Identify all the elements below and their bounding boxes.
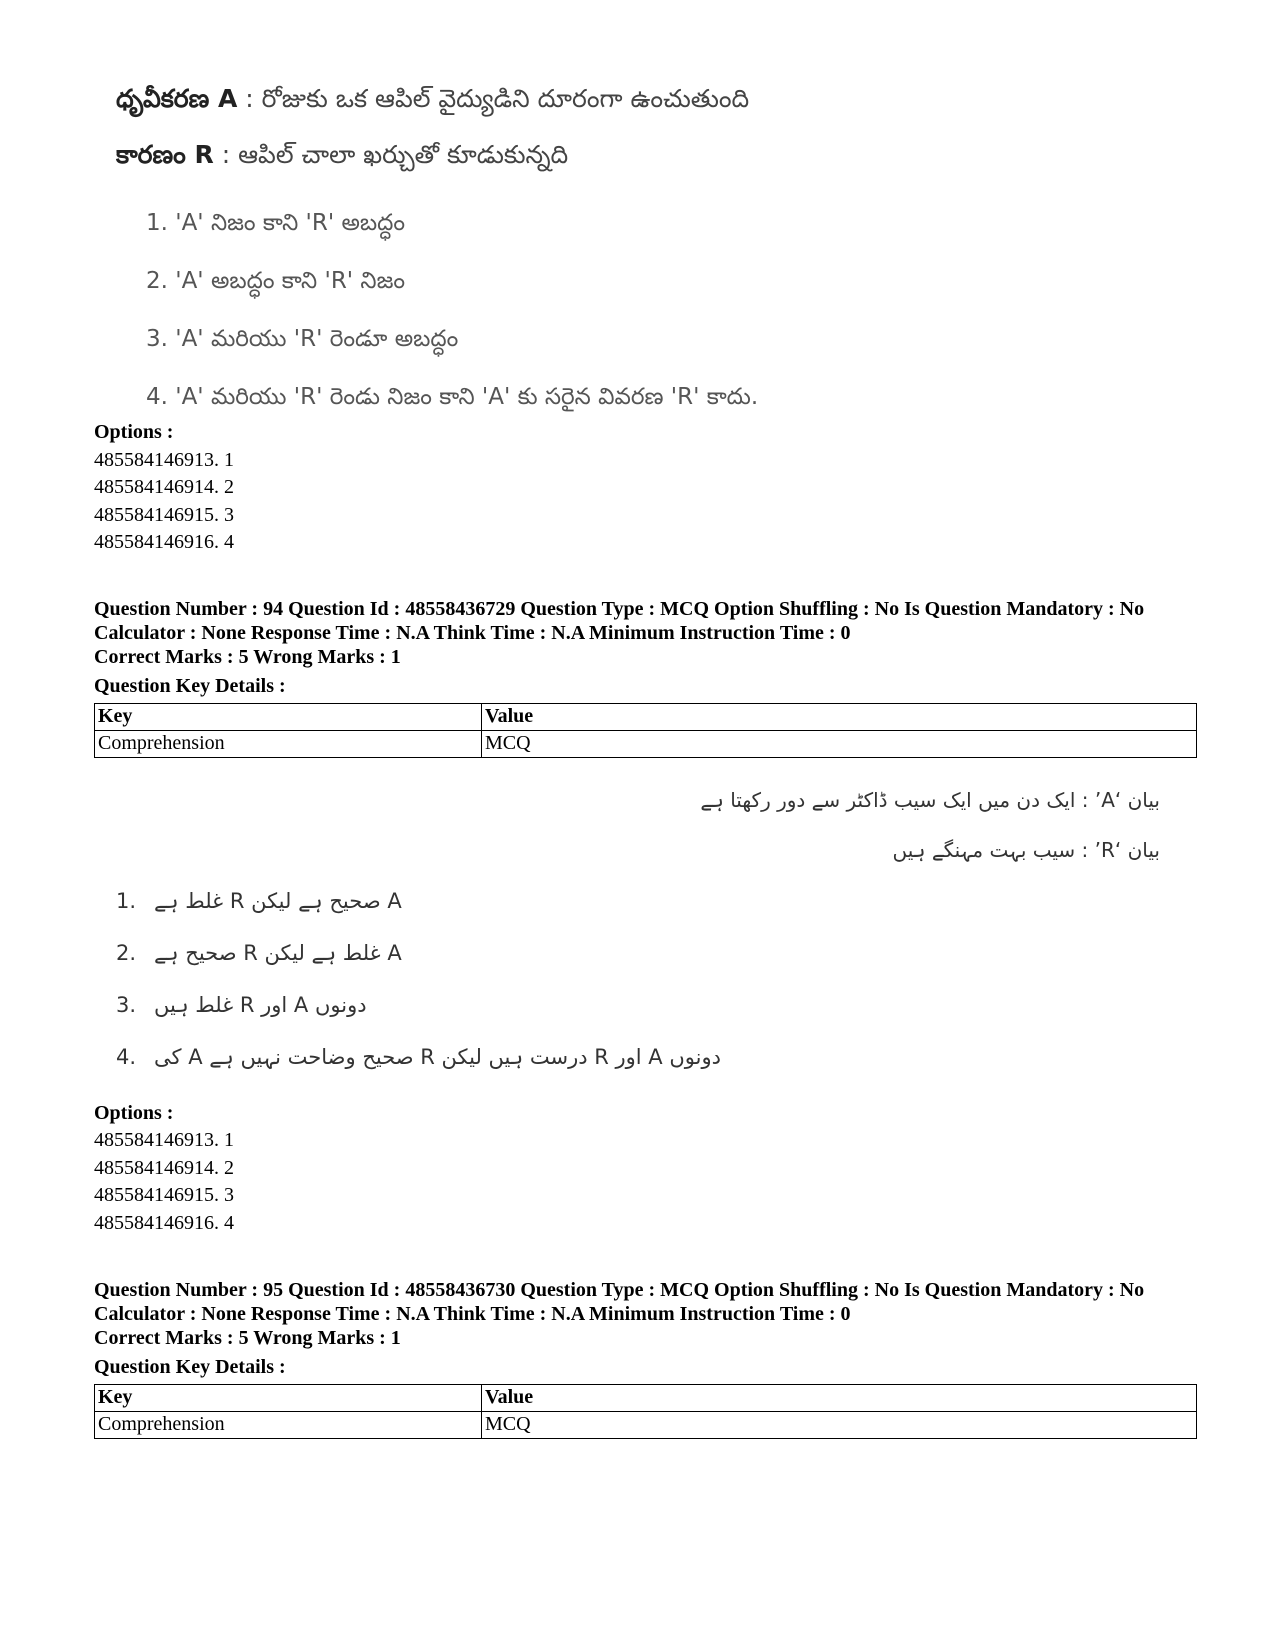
telugu-option: 4. 'A' మరియు 'R' రెండు నిజం కాని 'A' కు సరైన వివరణ 'R' కాదు.	[146, 384, 759, 410]
table-cell: MCQ	[482, 1412, 1197, 1439]
option-line: 485584146916. 4	[94, 1212, 234, 1234]
table-header-cell: Value	[482, 704, 1197, 731]
urdu-option	[116, 889, 402, 913]
option-text: دونوں A اور R غلط ہیں	[154, 993, 367, 1017]
table-header-row	[95, 1385, 1197, 1412]
option-number: 1.	[116, 889, 137, 913]
option-line: 485584146915. 3	[94, 504, 234, 526]
reason-label: కారణం R	[116, 140, 214, 169]
reason-statement	[116, 138, 876, 172]
options-title: Options :	[94, 421, 174, 443]
assertion-statement-urdu: بیان ‘A’ : ایک دن میں ایک سیب ڈاکٹر سے دور رکھتا ہے	[700, 788, 1160, 812]
table-header-cell: Key	[95, 1385, 482, 1412]
option-text: A غلط ہے لیکن R صحیح ہے	[154, 941, 402, 965]
option-line: 485584146914. 2	[94, 476, 234, 498]
urdu-option	[116, 993, 367, 1017]
table-header-cell: Value	[482, 1385, 1197, 1412]
question-header: Question Number : 94 Question Id : 48558436729 Question Type : MCQ Option Shuffling : No Is Question Mandatory : No Calculator : None Response Time : N.A Think Time : N.A Minimum Instruction Time : 0	[94, 598, 1145, 644]
telugu-option-list	[116, 194, 876, 426]
key-details-table	[94, 703, 1197, 758]
reason-text: : ఆపిల్ చాలా ఖర్చుతో కూడుకున్నది	[213, 140, 569, 169]
option-text: A صحیح ہے لیکن R غلط ہے	[154, 889, 402, 913]
table-row	[95, 1412, 1197, 1439]
telugu-option: 1. 'A' నిజం కాని 'R' అబద్ధం	[146, 210, 406, 236]
option-number: 3.	[116, 993, 137, 1017]
urdu-option	[116, 1045, 721, 1069]
option-line: 485584146916. 4	[94, 531, 234, 553]
options-title: Options :	[94, 1102, 174, 1124]
key-details-table	[94, 1384, 1197, 1439]
assertion-text: : రోజుకు ఒక ఆపిల్ వైద్యుడిని దూరంగా ఉంచుతుంది	[237, 84, 750, 113]
option-line: 485584146913. 1	[94, 1129, 234, 1151]
option-text: دونوں A اور R درست ہیں لیکن R صحیح وضاحت نہیں ہے A کی	[154, 1045, 721, 1069]
table-row	[95, 731, 1197, 758]
key-details-title: Question Key Details :	[94, 675, 286, 697]
question-marks: Correct Marks : 5 Wrong Marks : 1	[94, 1327, 401, 1349]
urdu-option	[116, 941, 402, 965]
assertion-label: ధృవీకరణ A	[116, 84, 238, 113]
table-cell: Comprehension	[95, 731, 482, 758]
option-line: 485584146915. 3	[94, 1184, 234, 1206]
key-details-title: Question Key Details :	[94, 1356, 286, 1378]
telugu-option: 2. 'A' అబద్ధం కాని 'R' నిజం	[146, 268, 406, 294]
table-header-cell: Key	[95, 704, 482, 731]
option-number: 4.	[116, 1045, 137, 1069]
table-cell: MCQ	[482, 731, 1197, 758]
telugu-question-image	[116, 82, 876, 426]
table-cell: Comprehension	[95, 1412, 482, 1439]
table-header-row	[95, 704, 1197, 731]
option-number: 2.	[116, 941, 137, 965]
option-line: 485584146914. 2	[94, 1157, 234, 1179]
assertion-statement	[116, 82, 876, 116]
question-header: Question Number : 95 Question Id : 48558436730 Question Type : MCQ Option Shuffling : No Is Question Mandatory : No Calculator : None Response Time : N.A Think Time : N.A Minimum Instruction Time : 0	[94, 1279, 1145, 1325]
reason-statement-urdu: بیان ‘R’ : سیب بہت مہنگے ہیں	[892, 838, 1160, 862]
option-line: 485584146913. 1	[94, 449, 234, 471]
telugu-option: 3. 'A' మరియు 'R' రెండూ అబద్ధం	[146, 326, 459, 352]
question-marks: Correct Marks : 5 Wrong Marks : 1	[94, 646, 401, 668]
